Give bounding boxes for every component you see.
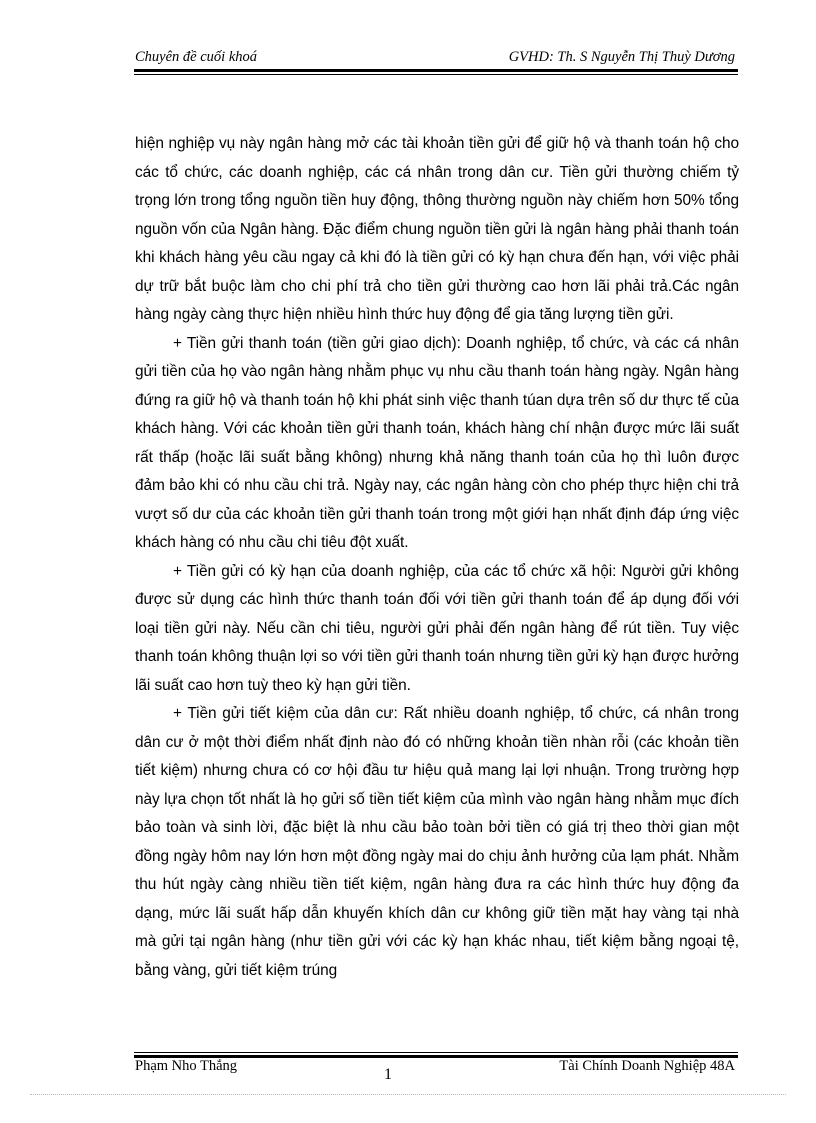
header-divider-thin	[134, 74, 738, 75]
paragraph-intro: hiện nghiệp vụ này ngân hàng mở các tài khoản tiền gửi để giữ hộ và thanh toán hộ cho các tổ chức, các doanh nghiệp, các cá nhân trong dân cư. Tiền gửi thường chiếm tỷ trọng lớn trong tổng nguồn tiền huy động, thông thường nguồn này chiếm hơn 50% tổng nguồn vốn của Ngân hàng. Đặc điểm chung nguồn tiền gửi là ngân hàng phải thanh toán khi khách hàng yêu cầu ngay cả khi đó là tiền gửi có kỳ hạn chưa đến hạn, với việc phải dự trữ bắt buộc làm cho chi phí trả cho tiền gửi thường cao hơn lãi phải trả.Các ngân hàng ngày càng thực hiện nhiều hình thức huy động để gia tăng lượng tiền gửi.	[135, 135, 739, 323]
header-course-title: Chuyên đề cuối khoá	[135, 49, 258, 65]
footer-class: Tài Chính Doanh Nghiệp 48A	[559, 1058, 735, 1074]
header-advisor: GVHD: Th. S Nguyễn Thị Thuỳ Dương	[508, 49, 735, 65]
document-body	[135, 130, 739, 985]
paragraph-savings-deposits: + Tiền gửi tiết kiệm của dân cư: Rất nhiều doanh nghiệp, tổ chức, cá nhân trong dân cư ở một thời điểm nhất định nào đó có những khoản tiền nhàn rỗi (các khoản tiền tiết kiệm) nhưng chưa có cơ hội đầu tư hiệu quả mang lại lợi nhuận. Trong trường hợp này lựa chọn tốt nhất là họ gửi số tiền tiết kiệm của mình vào ngân hàng nhằm mục đích bảo toàn và sinh lời, đặc biệt là nhu cầu bảo toàn bởi tiền có giá trị theo thời gian một đồng ngày hôm nay lớn hơn một đồng ngày mai do chịu ảnh hưởng của lạm phát. Nhằm thu hút ngày càng nhiều tiền tiết kiệm, ngân hàng đưa ra các hình thức huy động đa dạng, mức lãi suất hấp dẫn khuyến khích dân cư không giữ tiền mặt hay vàng tại nhà mà gửi tại ngân hàng (như tiền gửi với các kỳ hạn khác nhau, tiết kiệm bằng ngoại tệ, bằng vàng, gửi tiết kiệm trúng	[135, 705, 739, 979]
page-number: 1	[384, 1066, 392, 1083]
page-bottom-border	[30, 1094, 786, 1095]
paragraph-term-deposits: + Tiền gửi có kỳ hạn của doanh nghiệp, của các tổ chức xã hội: Người gửi không được sử dụng các hình thức thanh toán đối với tiền gửi thanh toán để áp dụng đối với loại tiền gửi này. Nếu cần chi tiêu, người gửi phải đến ngân hàng để rút tiền. Tuy việc thanh toán không thuận lợi so với tiền gửi thanh toán nhưng tiền gửi kỳ hạn được hưởng lãi suất cao hơn tuỳ theo kỳ hạn gửi tiền.	[135, 562, 739, 694]
paragraph-payment-deposits: + Tiền gửi thanh toán (tiền gửi giao dịch): Doanh nghiệp, tổ chức, và các cá nhân gửi tiền của họ vào ngân hàng nhằm phục vụ nhu cầu thanh toán hàng ngày. Ngân hàng đứng ra giữ hộ và thanh toán hộ khi phát sinh việc thanh túan dựa trên số dư thực tế của khách hàng. Với các khoản tiền gửi thanh toán, khách hàng chí nhận được mức lãi suất rất thấp (hoặc lãi suất bằng không) nhưng khả năng thanh toán của họ thì luôn được đảm bảo khi có nhu cầu chi trả. Ngày nay, các ngân hàng còn cho phép thực hiện chi trả vượt số dư của các khoản tiền gửi thanh toán trong một giới hạn nhất định đáp ứng việc khách hàng có nhu cầu chi tiêu đột xuất.	[135, 334, 739, 551]
header-divider-thick	[134, 69, 738, 72]
footer-divider-thin	[134, 1052, 738, 1053]
footer-author: Phạm Nho Thắng	[135, 1058, 238, 1074]
